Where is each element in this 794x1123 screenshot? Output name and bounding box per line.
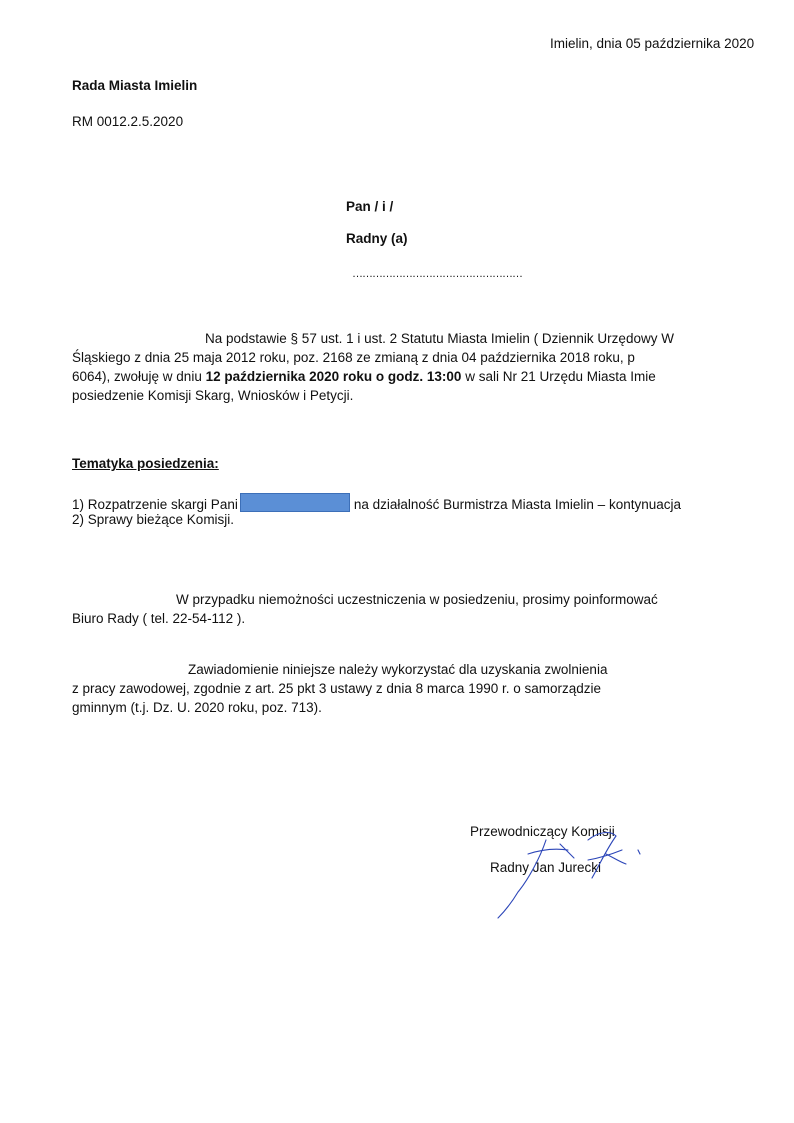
agenda-item-1: 1) Rozpatrzenie skargi Pani na działalność Burmistrza Miasta Imielin – kontynuacja — [72, 493, 681, 512]
signature-title: Przewodniczący Komisji — [470, 824, 615, 839]
meeting-datetime: 12 października 2020 roku o godz. 13:00 — [205, 369, 462, 384]
sender-name: Rada Miasta Imielin — [72, 78, 198, 93]
handwritten-signature — [488, 820, 648, 920]
reference-number: RM 0012.2.5.2020 — [72, 114, 184, 129]
signature-name: Radny Jan Jurecki — [490, 860, 602, 875]
agenda-item-2: 2) Sprawy bieżące Komisji. — [72, 512, 235, 527]
addressee-line1: Pan / i / — [346, 199, 394, 214]
date-line: Imielin, dnia 05 października 2020 — [550, 36, 755, 51]
redaction-box — [240, 493, 350, 512]
agenda-heading: Tematyka posiedzenia: — [72, 456, 219, 471]
addressee-line2: Radny (a) — [346, 231, 408, 246]
addressee-dots: …………………………………………… — [352, 268, 522, 280]
